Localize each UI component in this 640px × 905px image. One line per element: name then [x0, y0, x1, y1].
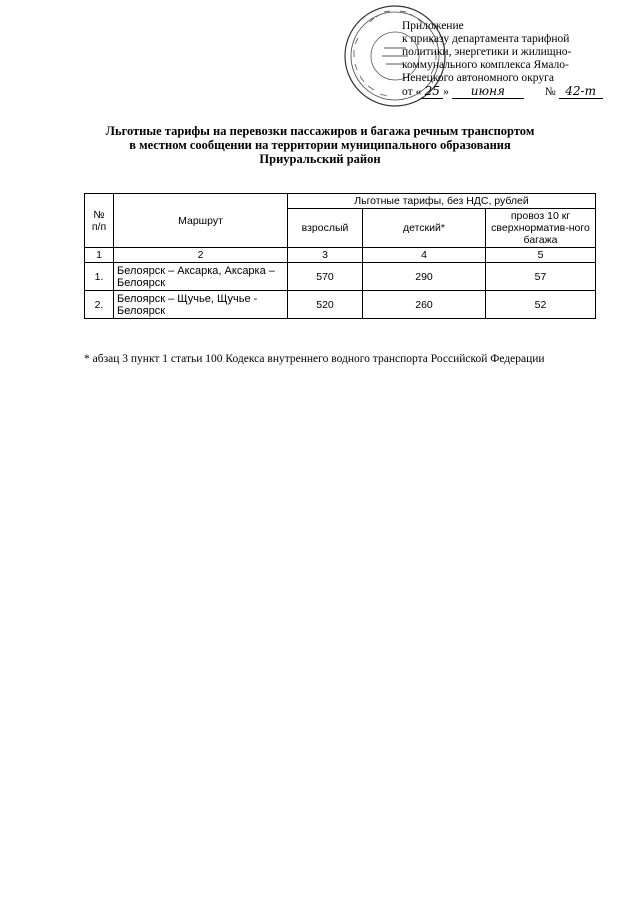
- date-month: июня: [452, 85, 524, 99]
- row-route: Белоярск – Щучье, Щучье - Белоярск: [114, 291, 288, 319]
- row-num: 2.: [85, 291, 114, 319]
- header-route: Маршрут: [114, 194, 288, 248]
- col-number: 2: [114, 248, 288, 263]
- page-title: [60, 124, 580, 166]
- footnote: * абзац 3 пункт 1 статьи 100 Кодекса внутреннего водного транспорта Российской Федерации: [84, 353, 545, 365]
- row-child: 290: [363, 263, 486, 291]
- appendix-line: Приложение: [402, 20, 464, 32]
- appendix-date-line: [402, 85, 612, 99]
- appendix-line: Ненецкого автономного округа: [402, 72, 554, 84]
- appendix-line: к приказу департамента тарифной: [402, 33, 570, 45]
- date-day: 25: [421, 85, 443, 99]
- header-child: детский*: [363, 209, 486, 248]
- appendix-block: [402, 20, 612, 99]
- header-baggage: провоз 10 кг сверхнорматив-ного багажа: [486, 209, 596, 248]
- col-number: 1: [85, 248, 114, 263]
- number-value: 42-т: [559, 85, 603, 99]
- table-row: [85, 263, 596, 291]
- date-sep: »: [443, 86, 449, 98]
- col-number: 3: [288, 248, 363, 263]
- row-baggage: 57: [486, 263, 596, 291]
- title-line: в местном сообщении на территории муниципального образования: [129, 138, 511, 152]
- col-number: 4: [363, 248, 486, 263]
- number-prefix: №: [544, 86, 556, 98]
- row-num: 1.: [85, 263, 114, 291]
- row-child: 260: [363, 291, 486, 319]
- row-adult: 520: [288, 291, 363, 319]
- column-number-row: [85, 248, 596, 263]
- appendix-line: коммунального комплекса Ямало-: [402, 59, 569, 71]
- row-adult: 570: [288, 263, 363, 291]
- header-adult: взрослый: [288, 209, 363, 248]
- appendix-line: политики, энергетики и жилищно-: [402, 46, 572, 58]
- header-tariff-group: Льготные тарифы, без НДС, рублей: [288, 194, 596, 209]
- title-line: Приуральский район: [259, 152, 381, 166]
- header-num: № п/п: [85, 194, 114, 248]
- row-baggage: 52: [486, 291, 596, 319]
- col-number: 5: [486, 248, 596, 263]
- row-route: Белоярск – Аксарка, Аксарка – Белоярск: [114, 263, 288, 291]
- table-row: [85, 291, 596, 319]
- tariffs-table: [84, 193, 596, 319]
- title-line: Льготные тарифы на перевозки пассажиров и багажа речным транспортом: [105, 124, 535, 138]
- date-prefix: от «: [402, 86, 422, 98]
